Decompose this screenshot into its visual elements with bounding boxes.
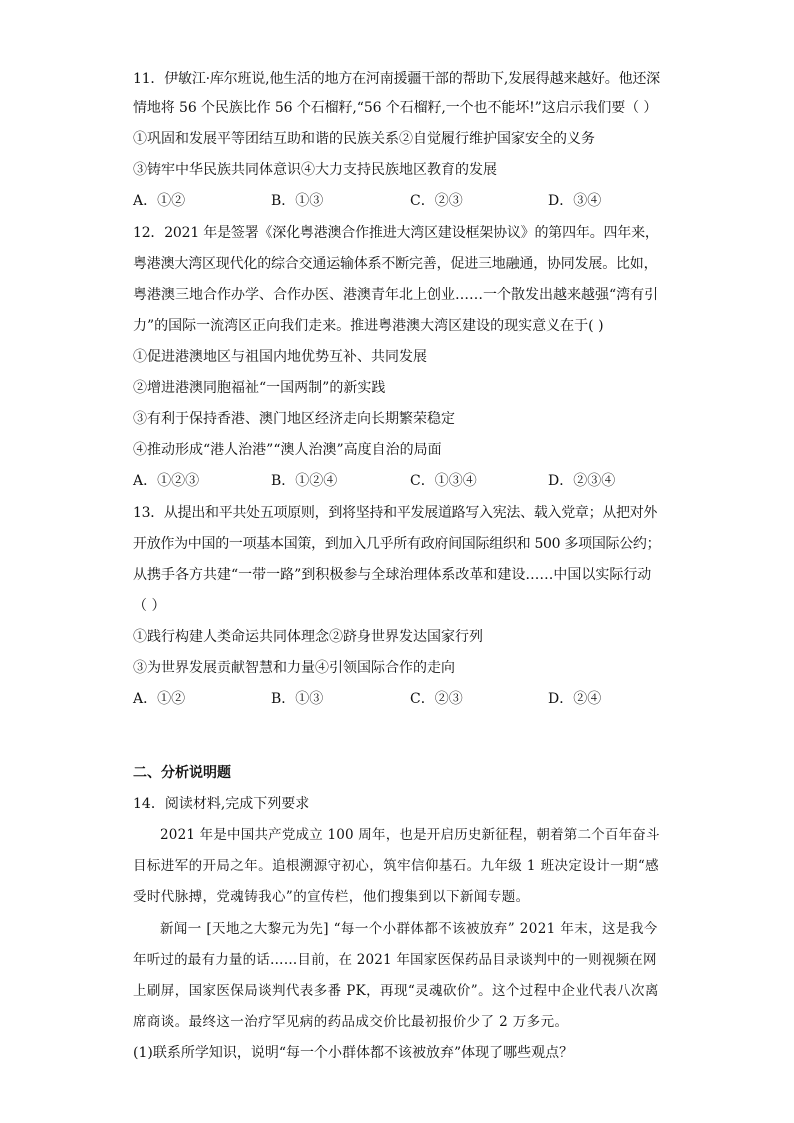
q14-para2-line1: 新闻一 [天地之大黎元为先] “每一个小群体都不该被放弃” 2021 年末，这是我今 xyxy=(160,921,658,937)
q13-options xyxy=(133,689,653,709)
q13-option-c: C．②③ xyxy=(410,691,463,707)
q14-para1-line2: 目标进军的开局之年。追根溯源守初心，筑牢信仰基石。九年级 1 班决定设计一期“感 xyxy=(133,858,660,874)
q11-items-line1: ①巩固和发展平等团结互助和谐的民族关系②自觉履行维护国家安全的义务 xyxy=(133,131,595,147)
q12-options xyxy=(133,471,653,491)
q11-options xyxy=(133,191,653,211)
q13-option-b: B．①③ xyxy=(271,691,324,707)
q11-items-line2: ③铸牢中华民族共同体意识④大力支持民族地区教育的发展 xyxy=(133,162,497,178)
q13-stem-line1: 13．从提出和平共处五项原则，到将坚持和平发展道路写入宪法、载入党章；从把对外 xyxy=(133,505,658,521)
q12-item-2: ②增进港澳同胞福祉“一国两制”的新实践 xyxy=(133,380,386,396)
q12-item-1: ①促进港澳地区与祖国内地优势互补、共同发展 xyxy=(133,349,427,365)
q12-option-b: B．①②④ xyxy=(271,473,338,489)
q11-option-b: B．①③ xyxy=(271,193,324,209)
q12-stem-line2: 粤港澳大湾区现代化的综合交通运输体系不断完善，促进三地融通，协同发展。比如， xyxy=(133,256,658,272)
q14-stem: 14．阅读材料,完成下列要求 xyxy=(133,796,310,812)
section-title: 二、分析说明题 xyxy=(133,765,231,781)
q12-stem-line3: 粤港澳三地合作办学、合作办医、港澳青年北上创业……一个散发出越来越强“湾有引 xyxy=(133,287,659,303)
q11-stem-line1: 11．伊敏江·库尔班说,他生活的地方在河南援疆干部的帮助下,发展得越来越好。他还深 xyxy=(133,71,660,87)
q11-option-c: C．②③ xyxy=(410,193,463,209)
q12-option-a: A．①②③ xyxy=(133,473,200,489)
q14-para2-line2: 年听过的最有力量的话……目前，在 2021 年国家医保药品目录谈判中的一则视频在网 xyxy=(133,952,657,968)
q12-option-d: D．②③④ xyxy=(548,473,616,489)
q11-option-d: D．③④ xyxy=(548,193,602,209)
q13-stem-line4: （ ） xyxy=(133,598,166,614)
q12-item-3: ③有利于保持香港、澳门地区经济走向长期繁荣稳定 xyxy=(133,411,455,427)
q11-stem-line2: 情地将 56 个民族比作 56 个石榴籽,“56 个石榴籽,一个也不能坏!”这启示我们要（ ） xyxy=(133,100,658,116)
q13-stem-line2: 开放作为中国的一项基本国策，到加入几乎所有政府间国际组织和 500 多项国际公约； xyxy=(133,536,661,552)
q13-items-line2: ③为世界发展贡献智慧和力量④引领国际合作的走向 xyxy=(133,660,455,676)
q13-option-a: A．①② xyxy=(133,691,186,707)
q14-para2-line4: 席商谈。最终这一治疗罕见病的药品成交价比最初报价少了 2 万多元。 xyxy=(133,1014,569,1030)
q13-option-d: D．②④ xyxy=(548,691,602,707)
q14-sub-question-1: (1)联系所学知识，说明“每一个小群体都不该被放弃”体现了哪些观点？ xyxy=(133,1045,574,1061)
q13-stem-line3: 从携手各方共建“一带一路”到积极参与全球治理体系改革和建设……中国以实际行动 xyxy=(133,567,652,583)
q14-para1-line3: 受时代脉搏，党魂铸我心”的宣传栏，他们搜集到以下新闻专题。 xyxy=(133,889,530,905)
q14-para2-line3: 上刷屏，国家医保局谈判代表多番 PK，再现“灵魂砍价”。这个过程中企业代表八次离 xyxy=(133,983,659,999)
q12-stem-line4: 力”的国际一流湾区正向我们走来。推进粤港澳大湾区建设的现实意义在于( ) xyxy=(133,318,604,334)
q12-stem-line1: 12．2021 年是签署《深化粤港澳合作推进大湾区建设框架协议》的第四年。四年来， xyxy=(133,225,659,241)
q14-para1-line1: 2021 年是中国共产党成立 100 周年，也是开启历史新征程，朝着第二个百年奋斗 xyxy=(160,827,660,843)
q12-item-4: ④推动形成“港人治港”“澳人治澳”高度自治的局面 xyxy=(133,442,442,458)
q11-option-a: A．①② xyxy=(133,193,186,209)
q13-items-line1: ①践行构建人类命运共同体理念②跻身世界发达国家行列 xyxy=(133,629,483,645)
q12-option-c: C．①③④ xyxy=(410,473,477,489)
